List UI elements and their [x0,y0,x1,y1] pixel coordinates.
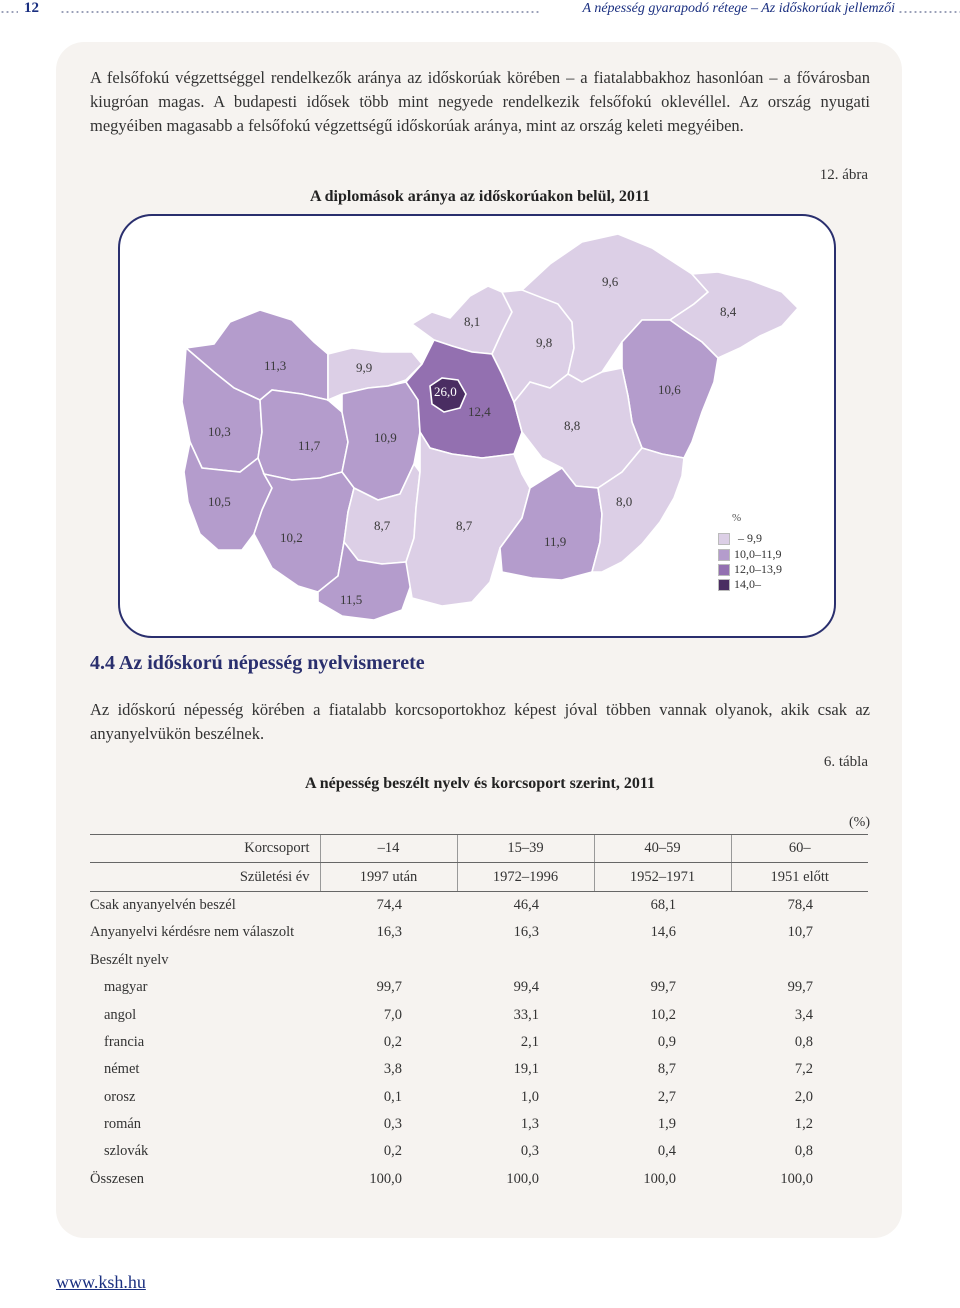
header-dots [898,11,960,13]
label-szolnok: 8,8 [564,418,581,433]
table-row [90,919,868,946]
table-cell: 16,3 [376,924,402,941]
table-body [90,891,868,1193]
table-cell: 1,2 [794,1116,813,1133]
figure-number: 12. ábra [819,167,868,183]
label-veszprem: 11,7 [298,438,321,453]
row-label: francia [104,1033,145,1050]
data-table [90,834,868,1193]
header-cell: 1952–1971 [594,863,731,891]
table-cell: 1,0 [520,1088,539,1105]
table-row [90,947,868,974]
label-bekes: 8,0 [616,494,633,509]
figure-title: A diplomások aránya az időskorúakon belül, 2011 [309,188,651,205]
table-header-row [90,835,868,863]
table-cell: 8,7 [657,1061,676,1078]
table-cell: 68,1 [650,896,676,913]
legend-swatch [718,579,730,591]
label-somogy: 10,2 [280,530,303,545]
header-cell: –14 [320,835,457,863]
label-heves: 9,8 [536,335,553,350]
legend-label: 10,0–11,9 [734,547,782,561]
header-label: Születési év [90,863,320,891]
label-vas: 10,3 [208,424,231,439]
row-label: Beszélt nyelv [90,951,169,968]
legend-label: – 9,9 [738,531,762,545]
table-cell: 3,4 [794,1006,813,1023]
table-cell: 10,2 [650,1006,676,1023]
label-baranya: 11,5 [340,592,363,607]
table-header-row [90,863,868,891]
table-cell [320,947,457,974]
label-pest: 12,4 [468,404,491,419]
table-unit: (%) [849,815,870,830]
table-row [90,1001,868,1028]
table-cell: 74,4 [376,896,402,913]
table-cell: 2,7 [657,1088,676,1105]
page-header [0,0,960,24]
table-cell: 100,0 [506,1170,539,1187]
header-cell: 1951 előtt [731,863,868,891]
row-label: Csak anyanyelvén beszél [90,896,236,913]
legend-swatch [718,549,730,561]
table-cell [457,947,594,974]
row-label: magyar [104,979,148,996]
row-label: német [104,1061,140,1078]
label-budapest: 26,0 [434,384,457,399]
label-szabolcs: 8,4 [720,304,737,319]
header-label: Korcsoport [90,835,320,863]
header-cell: 60– [731,835,868,863]
label-tolna: 8,7 [374,518,391,533]
table-cell: 7,2 [794,1061,813,1078]
table-cell: 0,1 [383,1088,402,1105]
running-title: A népesség gyarapodó rétege – Az időskorúak jellemzői [582,1,895,16]
legend-label: 12,0–13,9 [734,562,782,576]
county-veszprem [258,390,348,480]
label-zala: 10,5 [208,494,231,509]
table-cell: 0,4 [657,1143,676,1160]
header-cell: 15–39 [457,835,594,863]
label-nograd: 8,1 [464,314,481,329]
table-cell: 99,4 [513,979,539,996]
section-paragraph: Az időskorú népesség körében a fiatalabb korcsoportokhoz képest jóval többen vannak olyanok, akik csak az anyanyelvükön beszélnek. [90,700,870,743]
table-row [90,891,868,919]
page-number: 12 [24,0,39,16]
label-bacs: 8,7 [456,518,473,533]
table-cell: 99,7 [787,979,813,996]
header-dots [0,11,18,13]
table-cell: 1,3 [520,1116,539,1133]
table-cell: 0,3 [520,1143,539,1160]
table-cell: 46,4 [513,896,539,913]
legend-unit: % [732,512,742,524]
table-number: 6. tábla [823,754,868,770]
label-borsod: 9,6 [602,274,619,289]
table-title: A népesség beszélt nyelv és korcsoport szerint, 2011 [305,775,655,792]
table-cell: 0,3 [383,1116,402,1133]
table-cell: 99,7 [650,979,676,996]
table-cell [594,947,731,974]
table-cell: 14,6 [650,924,676,941]
table-cell: 0,8 [794,1143,813,1160]
legend-label: 14,0– [734,577,761,591]
table-cell: 100,0 [643,1170,676,1187]
table-cell: 0,8 [794,1033,813,1050]
table-row [90,1029,868,1056]
table-cell: 99,7 [376,979,402,996]
table-cell: 10,7 [787,924,813,941]
label-komarom: 9,9 [356,360,373,375]
row-label: román [104,1116,142,1133]
footer-website-link[interactable]: www.ksh.hu [56,1272,146,1292]
table-cell [731,947,868,974]
table-cell: 3,8 [383,1061,402,1078]
row-label: Összesen [90,1170,144,1187]
table-cell: 78,4 [787,896,813,913]
table-cell: 2,1 [520,1033,539,1050]
row-label: szlovák [104,1143,149,1160]
row-label: angol [104,1006,137,1023]
table-cell: 0,2 [383,1143,402,1160]
section-heading: 4.4 Az időskorú népesség nyelvismerete [90,652,425,674]
table-cell: 2,0 [794,1088,813,1105]
table-row [90,974,868,1001]
table-row [90,1166,868,1193]
header-cell: 40–59 [594,835,731,863]
header-dots [60,11,540,13]
legend-swatch [718,533,730,545]
row-label: orosz [104,1088,136,1105]
table-cell: 100,0 [369,1170,402,1187]
table-cell: 0,2 [383,1033,402,1050]
intro-paragraph: A felsőfokú végzettséggel rendelkezők aránya az időskorúak körében – a fiatalabbakhoz hasonlóan – a fővárosban kiugróan magas. A budapesti idősek több mint negyede rendelkezik felsőfokú oklevéllel. Az ország nyugati megyéiben magasabb a felsőfokú végzettségű időskorúak aránya, mint az ország keleti megyéiben. [90,68,870,135]
label-gyor: 11,3 [264,358,287,373]
table-cell: 1,9 [657,1116,676,1133]
table-cell: 0,9 [657,1033,676,1050]
table-row [90,1056,868,1083]
table-cell: 7,0 [383,1006,402,1023]
table-row [90,1138,868,1165]
table-cell: 100,0 [780,1170,813,1187]
table-cell: 19,1 [513,1061,539,1078]
header-cell: 1997 után [320,863,457,891]
row-label: Anyanyelvi kérdésre nem válaszolt [90,924,295,941]
label-csongrad: 11,9 [544,534,567,549]
label-fejer: 10,9 [374,430,397,445]
table-cell: 33,1 [513,1006,539,1023]
header-cell: 1972–1996 [457,863,594,891]
table-row [90,1084,868,1111]
table-row [90,1111,868,1138]
table-cell: 16,3 [513,924,539,941]
legend-swatch [718,564,730,576]
label-hajdu: 10,6 [658,382,681,397]
